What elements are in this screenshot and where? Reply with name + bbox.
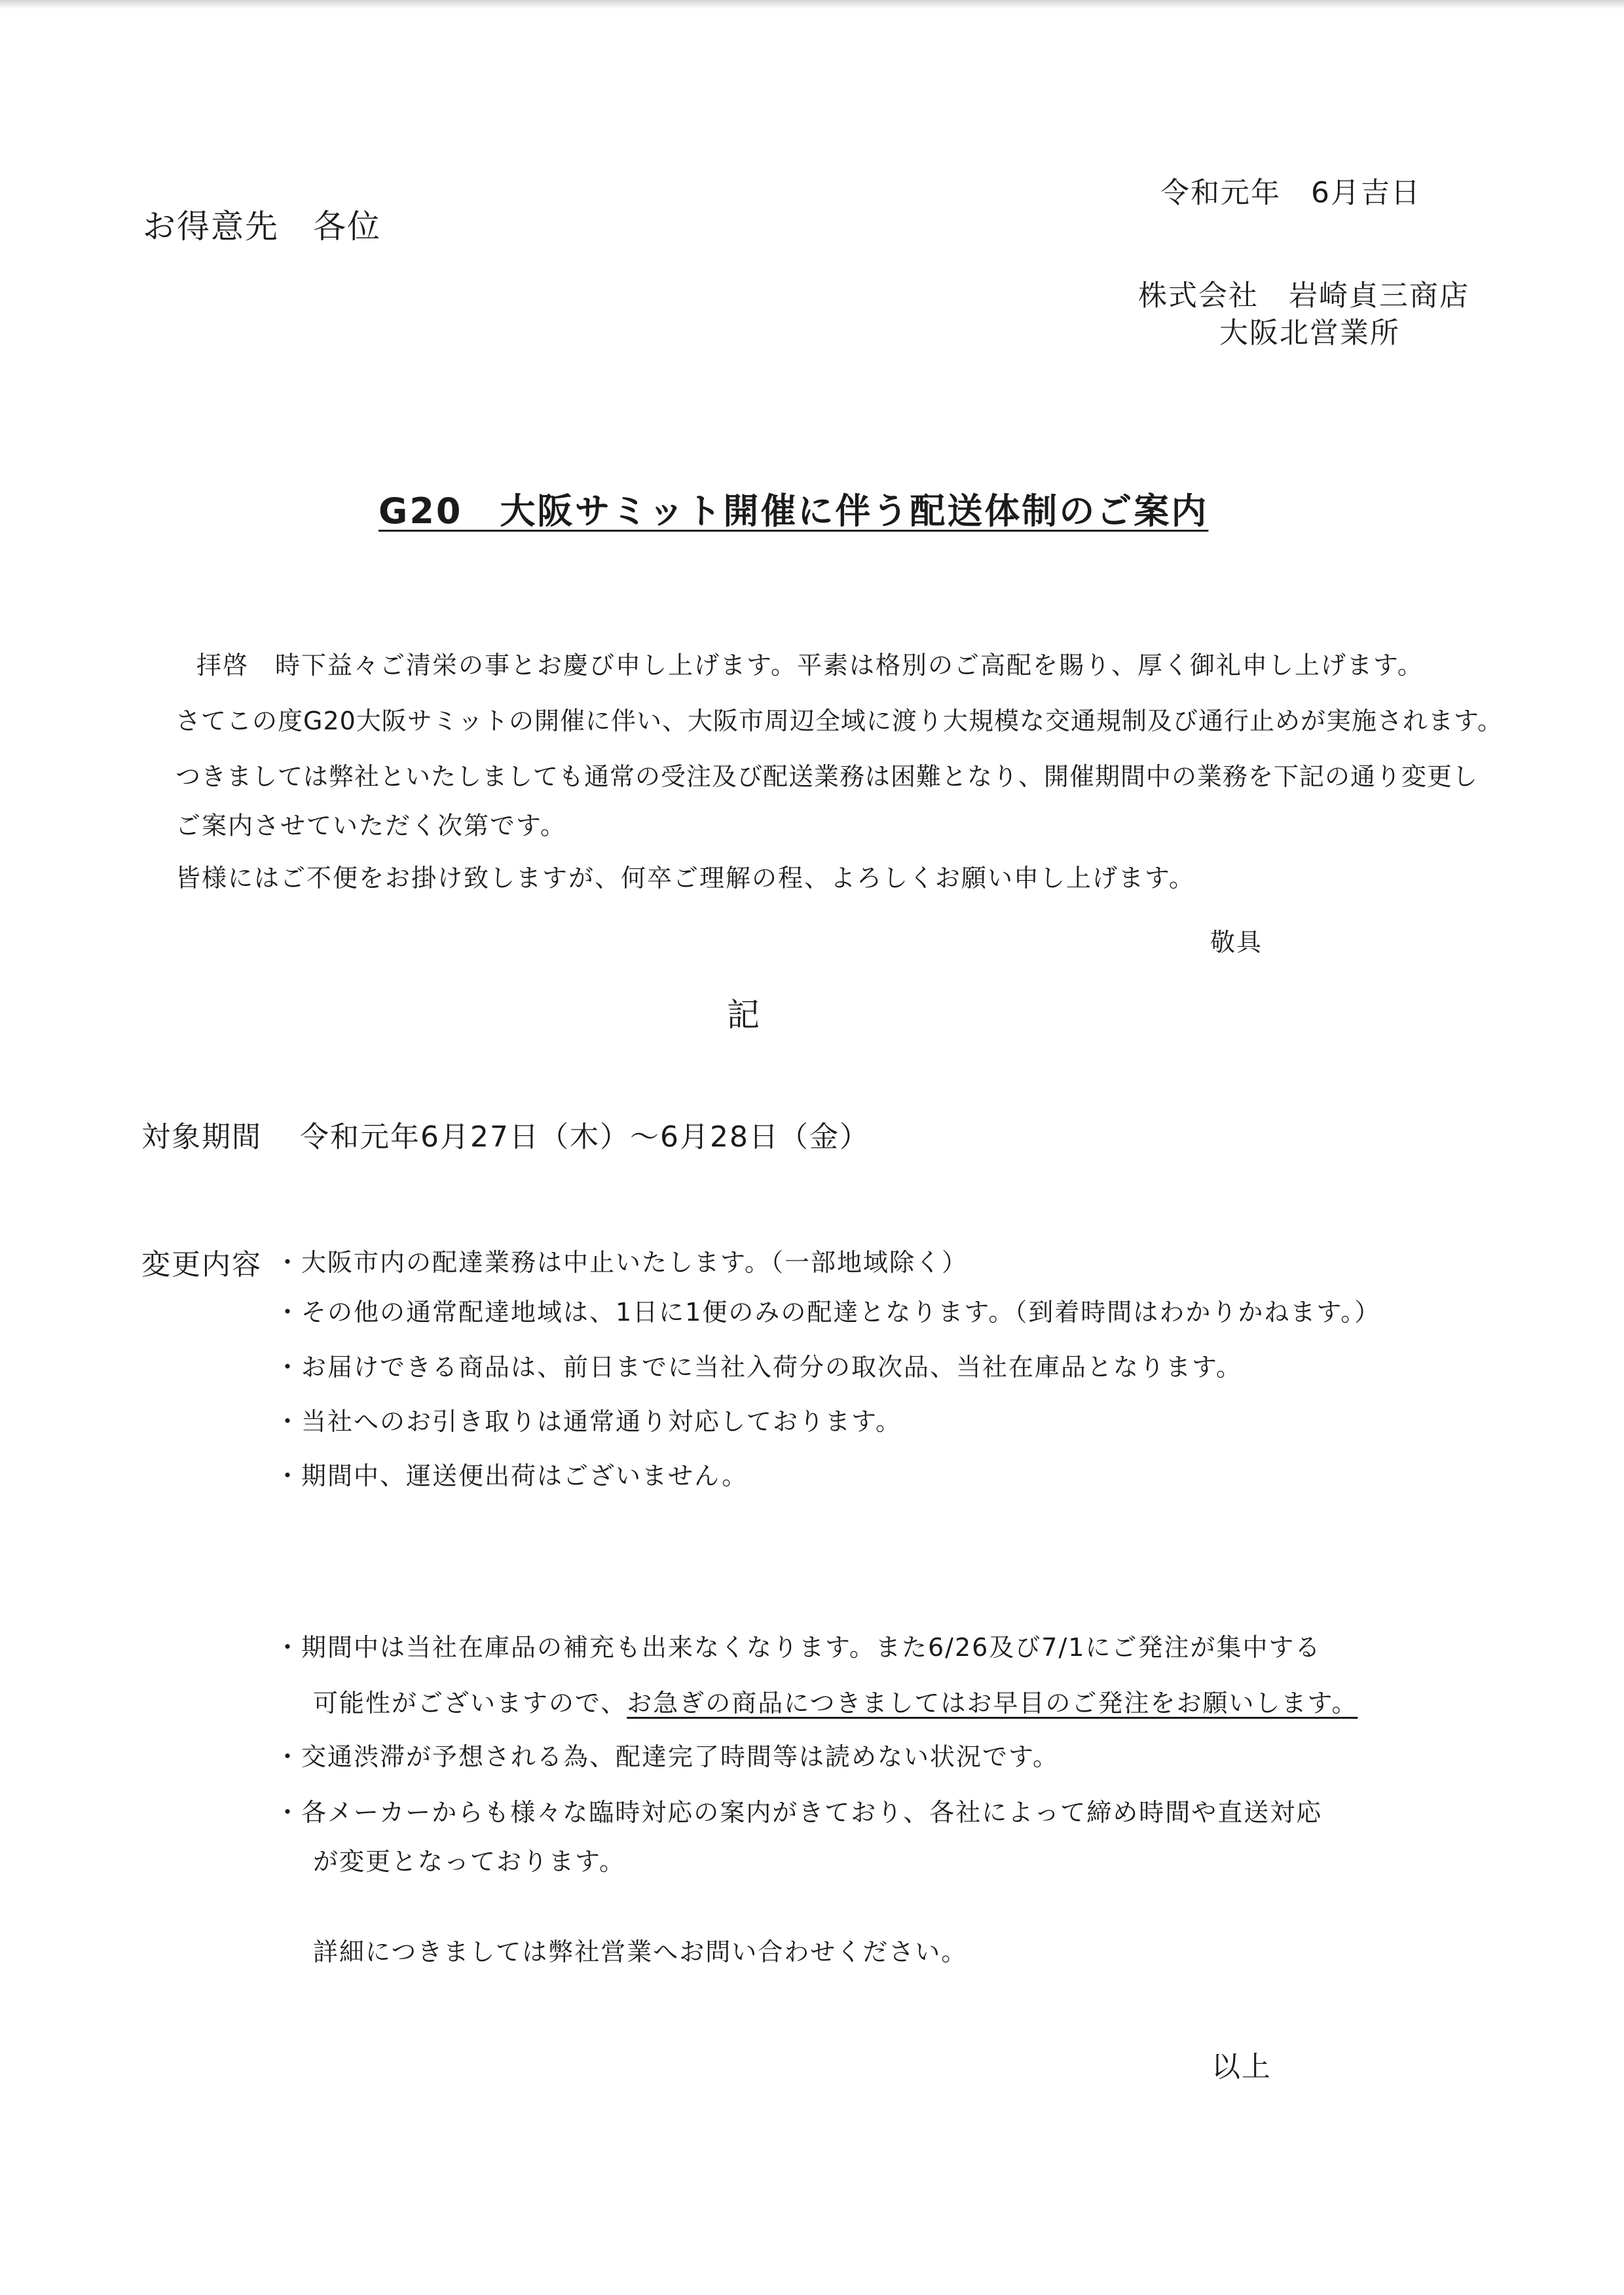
- document-date: 令和元年 6月吉日: [1160, 176, 1421, 210]
- changes-item: ・大阪市内の配達業務は中止いたします。（一部地域除く）: [275, 1248, 968, 1277]
- company-name: 株式会社 岩崎貞三商店: [1138, 279, 1469, 312]
- closing-keigu: 敬具: [1210, 928, 1263, 957]
- note-3-line-2: が変更となっております。: [313, 1847, 625, 1876]
- ki-heading: 記: [727, 996, 761, 1034]
- changes-item: ・その他の通常配達地域は、1日に1便のみの配達となります。（到着時間はわかりかねます。）: [275, 1298, 1381, 1327]
- body-line-5: 皆様にはご不便をお掛け致しますが、何卒ご理解の程、よろしくお願い申し上げます。: [175, 864, 1195, 892]
- body-line-1: 拝啓 時下益々ご清栄の事とお慶び申し上げます。平素は格別のご高配を賜り、厚く御礼申し上げます。: [196, 651, 1424, 680]
- period-value: 令和元年6月27日（木）～6月28日（金）: [300, 1120, 870, 1154]
- note-1-line-2: [313, 1683, 1357, 1719]
- closing-ijou: 以上: [1211, 2050, 1272, 2084]
- changes-label: 変更内容: [141, 1248, 262, 1281]
- body-line-4: ご案内させていただく次第です。: [175, 811, 566, 840]
- changes-item: ・お届けできる商品は、前日までに当社入荷分の取次品、当社在庫品となります。: [275, 1353, 1242, 1382]
- note-3-line-1: ・各メーカーからも様々な臨時対応の案内がきており、各社によって締め時間や直送対応: [275, 1798, 1323, 1827]
- body-line-2: さてこの度G20大阪サミットの開催に伴い、大阪市周辺全域に渡り大規模な交通規制及び通行止めが実施されます。: [175, 707, 1504, 735]
- branch-name: 大阪北営業所: [1219, 316, 1400, 350]
- changes-item: ・当社へのお引き取りは通常通り対応しております。: [275, 1407, 902, 1436]
- body-line-3: つきましては弊社といたしましても通常の受注及び配送業務は困難となり、開催期間中の業務を下記の通り変更し: [175, 762, 1479, 791]
- period-label: 対象期間: [141, 1120, 262, 1154]
- contact-note: 詳細につきましては弊社営業へお問い合わせください。: [313, 1937, 968, 1966]
- changes-item: ・期間中、運送便出荷はございません。: [275, 1461, 748, 1490]
- document-title: G20 大阪サミット開催に伴う配送体制のご案内: [378, 490, 1209, 532]
- recipient: お得意先 各位: [143, 208, 381, 246]
- note-1-plain-text: 可能性がございますので、: [313, 1689, 627, 1717]
- scan-edge-shadow: [0, 0, 1624, 9]
- note-1-underlined-request: お急ぎの商品につきましてはお早目のご発注をお願いします。: [627, 1689, 1358, 1717]
- note-2: ・交通渋滞が予想される為、配達完了時間等は読めない状況です。: [275, 1742, 1059, 1771]
- note-1-line-1: ・期間中は当社在庫品の補充も出来なくなります。また6/26及び7/1にご発注が集中する: [275, 1633, 1321, 1662]
